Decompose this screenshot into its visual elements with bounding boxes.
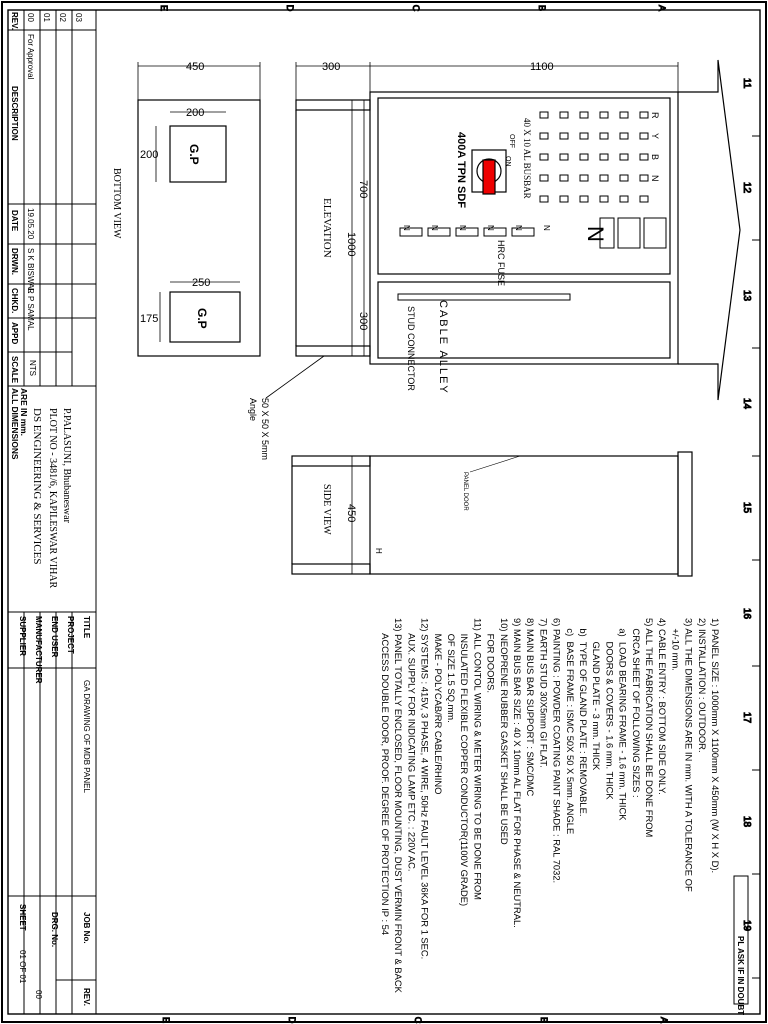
note-line: 13) PANEL TOTALLY ENCLOSED, FLOOR MOUNTING, DUST VERMIN FRONT & BACK xyxy=(393,618,405,993)
hdr-desc: DESCRIPTION xyxy=(10,86,19,141)
rev-00: 00 xyxy=(26,13,35,22)
elevation-dimensions xyxy=(296,62,678,356)
hdr-rev: REV. xyxy=(10,12,19,30)
zone-col-B-top: B xyxy=(537,4,547,12)
field-sheet-value: 01 OF 01 xyxy=(18,950,27,984)
dims-note-2: ARE IN mm. xyxy=(19,388,29,436)
elevation-depth-dim: 300 xyxy=(322,61,341,73)
neutral-tag-4: N xyxy=(458,225,467,231)
zone-row-15: 15 xyxy=(741,502,752,514)
side-view-body xyxy=(370,456,678,574)
note-line: c) BASE FRAME : ISMC 50X 50 X 5mm. ANGLE xyxy=(564,618,576,835)
zone-col-B-bottom: B xyxy=(539,1016,549,1024)
phase-b: B xyxy=(650,154,660,161)
hdr-scale: SCALE xyxy=(10,356,19,384)
phase-r: R xyxy=(650,112,660,119)
zone-col-A-top: A xyxy=(657,4,667,12)
note-line: 12) SYSTEMS : 415V, 3 PHASE, 4 WIRE, 50Hz FAULT LEVEL 36KA FOR 1 SEC. xyxy=(419,618,431,960)
field-title: TITLE xyxy=(82,616,91,639)
note-line: OF SIZE 1.5 SQ.mm. xyxy=(446,618,457,723)
side-view-title: SIDE VIEW xyxy=(321,484,332,535)
elevation-dim-labels xyxy=(322,61,554,330)
rev-02: 02 xyxy=(58,13,67,22)
note-line: b) TYPE OF GLAND PLATE : REMOVABLE. xyxy=(578,618,589,817)
base-leg-bottom xyxy=(296,346,370,356)
switch-label: 400A TPN SDF xyxy=(455,132,467,209)
zone-row-12: 12 xyxy=(741,182,752,194)
stud-connector-label: STUD CONNECTOR xyxy=(406,306,416,391)
panel-door-label: PANEL DOOR xyxy=(462,472,468,511)
note-line: 1) PANEL SIZE : 1000mm X 1100mm X 450mm (W X H X D). xyxy=(710,618,721,874)
elevation-width-dim: 1100 xyxy=(530,61,554,73)
scale-value: NTS xyxy=(28,360,37,376)
elevation-title: ELEVATION xyxy=(321,198,333,258)
field-rev: REV. xyxy=(82,988,91,1006)
phase-n: N xyxy=(650,175,660,182)
note-line: 5) ALL THE FABRICATION SHALL BE DONE FROM xyxy=(644,618,655,838)
rev-01: 01 xyxy=(42,13,51,22)
hdr-drwn: DRWN. xyxy=(10,248,19,275)
stud-connector-bar xyxy=(398,294,570,300)
phase-y: Y xyxy=(650,133,660,140)
note-line: a) LOAD BEARING FRAME - 1.6 mm. THICK xyxy=(617,618,629,821)
note-line: 2) INSTALLATION : OUTDOOR. xyxy=(696,618,708,753)
side-view-leg-top xyxy=(292,456,370,466)
busbar-slots xyxy=(540,112,648,202)
note-line: +/-10 mm. xyxy=(670,618,682,671)
bottom-view-labels xyxy=(111,61,210,329)
neutral-tag-5: N xyxy=(430,225,439,231)
note-line: INSULATED FLEXIBLE COPPER CONDUCTOR(1100V GRADE) xyxy=(459,618,471,907)
field-title-value: GA DRAWING OF MDB PANEL xyxy=(82,680,91,793)
rev-00-date: 19.05.20 xyxy=(26,208,35,240)
dims-note-1: ALL DIMENSIONS xyxy=(10,388,20,460)
note-line: ACCESS DOUBLE DOOR, PROOF. DEGREE OF PROTECTION IP : 54 xyxy=(380,618,391,936)
rev-00-chkd: R P SAMAL xyxy=(26,288,35,331)
zone-col-E-bottom: E xyxy=(161,1016,171,1024)
gp2-label: G.P xyxy=(195,308,209,329)
field-rev-value: 00 xyxy=(34,990,43,999)
neutral-tag-6: N xyxy=(402,225,411,231)
gp1-label: G.P xyxy=(187,144,201,165)
hrc-fuse-label: HRC FUSE xyxy=(496,240,506,287)
hdr-appd: APPD xyxy=(10,322,19,345)
zone-row-17: 17 xyxy=(741,712,752,724)
note-line: 11) ALL CONTOL WIRING & METER WIRING TO BE DONE FROM xyxy=(472,618,484,900)
zone-row-19: 19 xyxy=(741,920,752,932)
elevation-lower-dim: 300 xyxy=(357,312,369,331)
hdr-chkd: CHKD. xyxy=(10,288,19,314)
neutral-big: N xyxy=(583,226,608,242)
rev-00-desc: For Approval xyxy=(26,34,35,80)
zone-row-18: 18 xyxy=(741,816,752,828)
note-line: CRCA SHEET OF FOLLOWING SIZES : xyxy=(630,618,642,798)
zone-col-D-bottom: D xyxy=(287,1016,297,1024)
gp2-dim-h: 175 xyxy=(140,313,159,325)
note-line: 10) NEOPRENE RUBBER GASKET SHALL BE USED xyxy=(498,618,510,845)
zone-col-A-bottom: A xyxy=(659,1016,669,1024)
busbar-label: 40 X 10 AL BUSBAR xyxy=(522,118,532,199)
field-drg: DRG. No. xyxy=(50,912,59,948)
switch-on: ON xyxy=(504,156,511,167)
ask-note: PL ASK IF IN DOUBT xyxy=(736,936,745,1016)
rev-03: 03 xyxy=(74,13,83,22)
angle-note-line2: Angle xyxy=(248,398,258,422)
note-line: 9) MAIN BUS BAR SIZE : 40 X 10mm AL FLAT FOR PHASE & NEUTRAL. xyxy=(512,618,523,928)
note-line: 7) EARTH STUD 30X5mm GI FLAT. xyxy=(538,618,550,768)
side-view-leg-bottom xyxy=(292,564,370,574)
note-line: DOORS & COVERS - 1.6 mm. THICK xyxy=(604,618,616,800)
gp1-dim-w: 200 xyxy=(186,107,205,119)
elevation-upper-dim: 700 xyxy=(357,180,369,199)
note-line: GLAND PLATE - 3 mm. THICK xyxy=(591,618,603,771)
note-line: MAKE - POLYCAB/RR CABLE/RHINO xyxy=(432,618,444,795)
bottom-view-dimensions xyxy=(138,62,260,342)
company-name: DS ENGINEERING & SERVICES xyxy=(31,408,43,565)
side-view-door xyxy=(678,452,692,576)
note-line: 6) PAINTING : POWDER COATING PAINT SHADE : RAL 7032. xyxy=(551,618,563,884)
side-view-labels xyxy=(321,472,468,554)
zone-col-D-top: D xyxy=(285,4,295,12)
angle-leader xyxy=(266,356,324,398)
angle-note xyxy=(248,398,270,460)
field-job: JOB No. xyxy=(82,912,91,944)
elevation-labels xyxy=(321,112,660,395)
cable-alley-label: CABLE ALLEY xyxy=(437,300,449,395)
zone-row-11: 11 xyxy=(741,78,752,89)
general-notes xyxy=(380,618,721,994)
base-leg-top xyxy=(296,100,370,110)
bottom-depth-dim: 450 xyxy=(186,61,205,73)
hrc-fuse-row xyxy=(400,218,666,248)
field-project: PROJECT xyxy=(66,616,75,654)
zone-row-13: 13 xyxy=(741,290,752,302)
note-line: FOR DOORS. xyxy=(485,618,497,694)
gp2-dim-w: 250 xyxy=(192,277,211,289)
neutral-tag-3: N xyxy=(486,225,495,231)
company-address-2: P.PALASUNI, Bhubaneswar xyxy=(61,408,72,523)
elevation-cable-alley xyxy=(378,282,670,358)
elevation-height-dim: 1000 xyxy=(345,232,357,257)
gp1-dim-h: 200 xyxy=(140,149,159,161)
panel-door-leader xyxy=(470,456,520,472)
hdr-date: DATE xyxy=(10,210,19,232)
switch-off: OFF xyxy=(508,134,515,148)
note-line: 8) MAIN BUS BAR SUPPORT : SMC/DMC xyxy=(525,618,537,797)
zone-col-C-top: C xyxy=(411,4,421,12)
rev-00-drwn: S K BISWAL xyxy=(26,248,35,294)
side-depth-dim: 450 xyxy=(345,504,357,523)
field-supplier: SUPPLIER xyxy=(18,616,27,657)
neutral-tag-1: N xyxy=(542,225,551,231)
title-block-text xyxy=(10,12,91,1006)
zone-col-C-bottom: C xyxy=(413,1016,423,1024)
zone-row-14: 14 xyxy=(741,398,752,410)
bottom-view-title: BOTTOM VIEW xyxy=(111,168,122,239)
note-line: 4) CABLE ENTRY : BOTTOM SIDE ONLY. xyxy=(657,618,669,795)
hinge-label: H xyxy=(374,548,383,554)
field-end-user: END USER xyxy=(50,616,59,658)
sdf-switch-icon xyxy=(472,150,506,194)
field-manufacturer: MANUFACTURER xyxy=(34,616,43,684)
zone-row-16: 16 xyxy=(741,608,752,620)
note-line: AUX. SUPPLY FOR INDICATING LAMP ETC. : 220V AC. xyxy=(406,618,418,872)
canopy xyxy=(678,60,740,400)
angle-note-line1: 50 X 50 X 5mm xyxy=(260,398,270,461)
field-sheet: SHEET xyxy=(18,904,27,931)
zone-col-E-top: E xyxy=(159,4,169,12)
company-address-1: PLOT NO - 3481/6, KAPILESWAR VIHAR xyxy=(47,408,58,589)
neutral-tag-2: N xyxy=(514,225,523,231)
note-line: 3) ALL THE DIMENSIONS ARE IN mm. WITH A TOLERANCE OF xyxy=(683,618,695,892)
